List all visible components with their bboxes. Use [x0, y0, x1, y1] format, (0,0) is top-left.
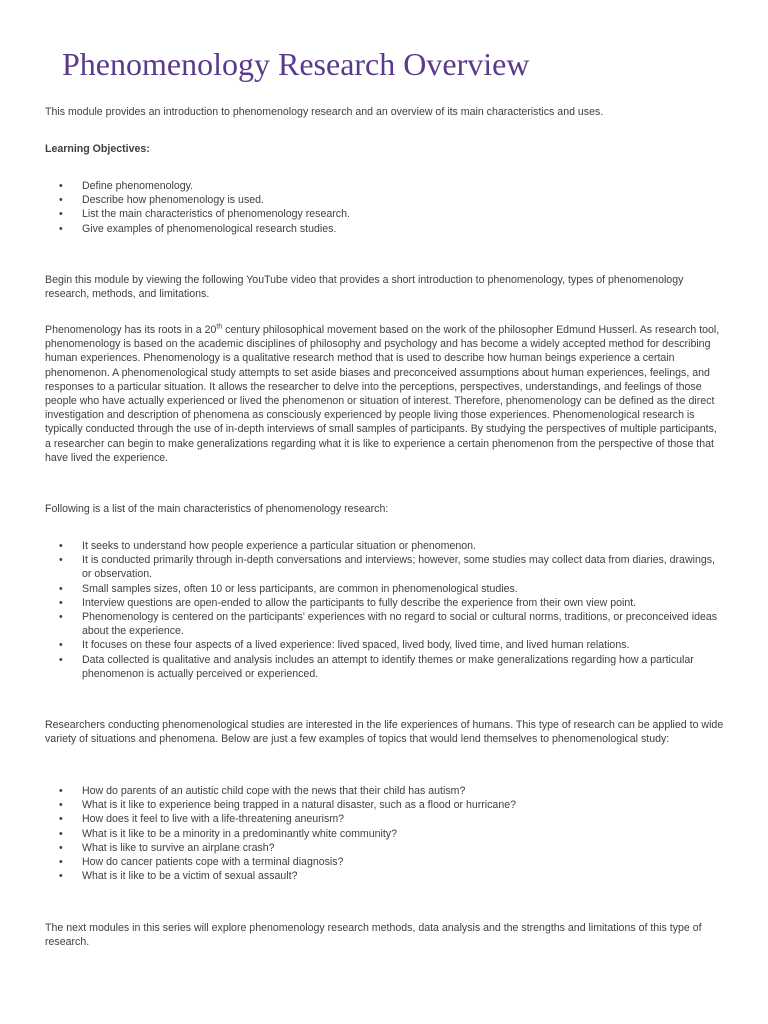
- list-item: • What is it like to experience being trapped in a natural disaster, such as a flood or hurricane?: [45, 798, 725, 812]
- list-item: • It seeks to understand how people experience a particular situation or phenomenon.: [45, 539, 725, 553]
- characteristics-intro: Following is a list of the main characteristics of phenomenology research:: [45, 503, 389, 515]
- list-item: • How do cancer patients cope with a terminal diagnosis?: [45, 855, 725, 869]
- roots-paragraph: [45, 323, 725, 465]
- characteristics-list: [45, 539, 725, 681]
- list-item: • Describe how phenomenology is used.: [45, 193, 725, 207]
- list-item: • Give examples of phenomenological research studies.: [45, 222, 725, 236]
- intro-paragraph: This module provides an introduction to phenomenology research and an overview of its main characteristics and uses.: [45, 106, 604, 118]
- list-item: • What is it like to be a minority in a predominantly white community?: [45, 827, 725, 841]
- examples-list: [45, 784, 725, 883]
- list-item: • It focuses on these four aspects of a lived experience: lived spaced, lived body, lived time, and lived human relations.: [45, 638, 725, 652]
- list-item: • Small samples sizes, often 10 or less participants, are common in phenomenological studies.: [45, 582, 725, 596]
- objectives-heading: Learning Objectives:: [45, 143, 150, 155]
- list-item: • It is conducted primarily through in-depth conversations and interviews; however, some studies may collect data from diaries, drawings, or observation.: [45, 553, 725, 581]
- list-item: • Data collected is qualitative and analysis includes an attempt to identify themes or make generalizations regarding how a particular phenomenon is actually perceived or experienced.: [45, 653, 725, 681]
- page-title: Phenomenology Research Overview: [62, 46, 530, 82]
- video-paragraph: Begin this module by viewing the following YouTube video that provides a short introduction to phenomenology, types of phenomenology research, methods, and limitations.: [45, 274, 684, 301]
- roots-superscript: th: [216, 323, 223, 331]
- closing-paragraph: The next modules in this series will explore phenomenology research methods, data analysis and the strengths and limitations of this type of research.: [45, 922, 702, 949]
- roots-text-rest: century philosophical movement based on the work of the philosopher Edmund Husserl. As research tool, phenomenology is based on the academic disciplines of philosophy and psychology and has become a widely accepted method for describing human experiences. Phenomenology is a qualitative research method that is used to describe how human beings experience a certain phenomenon. A phenomenological study attempts to set aside biases and preconceived assumptions about human experiences, feelings, and responses to a particular situation. It allows the researcher to delve into the perceptions, perspectives, understandings, and feelings of those people who have actually experienced or lived the phenomenon or situation of interest. Therefore, phenomenology can be defined as the direct investigation and description of phenomena as consciously experienced by people living those experiences. Phenomenological research is typically conducted through the use of in-depth interviews of small samples of participants. By studying the perspectives of multiple participants, a researcher can begin to make generalizations regarding what it is like to experience a certain phenomenon from the perspective of those that have lived the experience.: [45, 324, 720, 464]
- list-item: • What is like to survive an airplane crash?: [45, 841, 725, 855]
- list-item: • What is it like to be a victim of sexual assault?: [45, 869, 725, 883]
- examples-intro: Researchers conducting phenomenological studies are interested in the life experiences of humans. This type of research can be applied to wide variety of situations and phenomena. Below are just a few examples of topics that would lend themselves to phenomenological study:: [45, 719, 724, 746]
- list-item: • Define phenomenology.: [45, 179, 725, 193]
- list-item: • List the main characteristics of phenomenology research.: [45, 207, 725, 221]
- list-item: • How does it feel to live with a life-threatening aneurism?: [45, 812, 725, 826]
- roots-text-start: Phenomenology has its roots in a 20: [45, 324, 217, 336]
- list-item: • Phenomenology is centered on the participants' experiences with no regard to social or cultural norms, traditions, or preconceived ideas about the experience.: [45, 610, 725, 638]
- list-item: • How do parents of an autistic child cope with the news that their child has autism?: [45, 784, 725, 798]
- objectives-list: [45, 179, 725, 236]
- list-item: • Interview questions are open-ended to allow the participants to fully describe the experience from their own view point.: [45, 596, 725, 610]
